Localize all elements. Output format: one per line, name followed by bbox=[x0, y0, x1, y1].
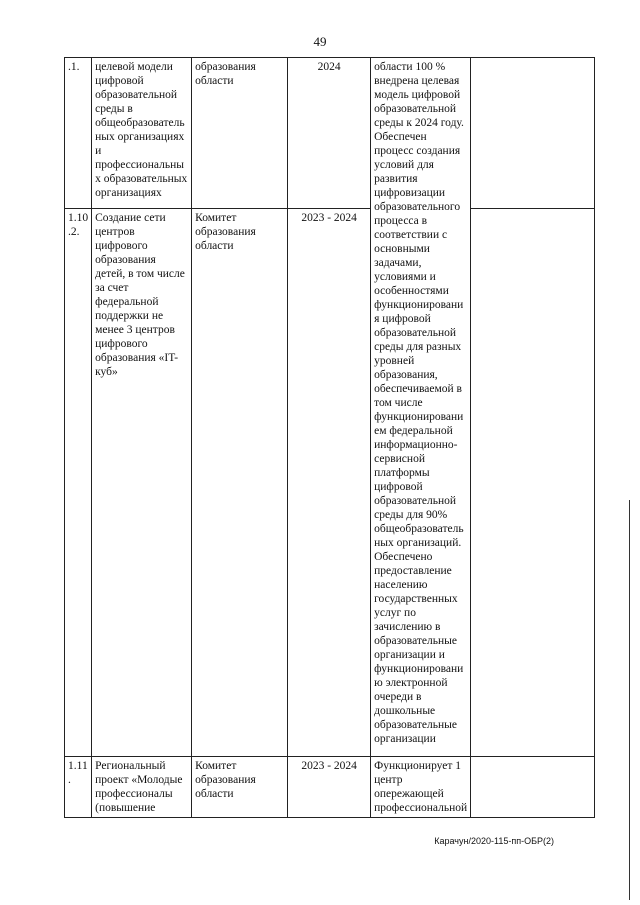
text-line: .2. bbox=[68, 226, 80, 238]
text-line: профессионалы bbox=[95, 788, 173, 800]
text-line: сервисной bbox=[374, 453, 425, 465]
text-line: цифрового bbox=[95, 240, 148, 252]
text-line: образования bbox=[195, 61, 256, 73]
text-line: ных организациях bbox=[95, 131, 185, 143]
expected-result bbox=[371, 757, 471, 818]
text-line: куб» bbox=[95, 366, 118, 378]
row-number bbox=[65, 757, 92, 818]
table-row bbox=[65, 209, 595, 757]
text-line: Функционирует 1 bbox=[374, 760, 462, 772]
text-line: образования bbox=[195, 226, 256, 238]
text-line: особенностями bbox=[374, 285, 449, 297]
text-line: я цифровой bbox=[374, 313, 431, 325]
measure-name bbox=[92, 209, 192, 757]
row-number: .1. bbox=[65, 58, 92, 209]
text-line: среды для 90% bbox=[374, 509, 448, 521]
text-line: информационно- bbox=[374, 439, 458, 451]
text-line: Обеспечено bbox=[374, 551, 433, 563]
text-line: организации bbox=[374, 733, 436, 745]
text-line: профессиональной bbox=[374, 802, 468, 814]
text-line: цифровизации bbox=[374, 187, 446, 199]
scan-edge-line bbox=[629, 500, 630, 900]
text-line: образовательного bbox=[374, 201, 461, 213]
text-line: государственных bbox=[374, 593, 458, 605]
text-line: функционировани bbox=[374, 299, 464, 311]
text-line: ю электронной bbox=[374, 677, 448, 689]
text-line: области 100 % bbox=[374, 61, 446, 73]
executor bbox=[192, 58, 288, 209]
text-line: внедрена целевая bbox=[374, 75, 460, 87]
document-code: Карачун/2020-115-пп-ОБР(2) bbox=[434, 836, 554, 846]
text-line: платформы bbox=[374, 467, 430, 479]
text-line: менее 3 центров bbox=[95, 324, 175, 336]
measure-name bbox=[92, 757, 192, 818]
text-line: населению bbox=[374, 579, 428, 591]
extra-cell bbox=[471, 209, 595, 757]
text-line: образования bbox=[95, 254, 156, 266]
extra-cell bbox=[471, 58, 595, 209]
text-line: центров bbox=[95, 226, 135, 238]
text-line: 1.11 bbox=[68, 760, 88, 772]
text-line: образовательной bbox=[374, 103, 457, 115]
text-line: . bbox=[68, 774, 71, 786]
text-line: области bbox=[195, 240, 234, 252]
executor bbox=[192, 209, 288, 757]
expected-result bbox=[371, 58, 471, 757]
text-line: 1.10 bbox=[68, 212, 89, 224]
text-line: организациях bbox=[95, 187, 162, 199]
text-line: основными bbox=[374, 243, 430, 255]
text-line: образовательные bbox=[374, 719, 457, 731]
text-line: предоставление bbox=[374, 565, 452, 577]
term: 2024 bbox=[288, 58, 371, 209]
text-line: дошкольные bbox=[374, 705, 436, 717]
text-line: общеобразователь bbox=[95, 117, 185, 129]
text-line: общеобразователь bbox=[374, 523, 464, 535]
text-line: функционировани bbox=[374, 411, 464, 423]
term: 2023 - 2024 bbox=[288, 209, 371, 757]
text-line: среды в bbox=[95, 103, 133, 115]
text-line: Комитет bbox=[195, 212, 237, 224]
executor bbox=[192, 757, 288, 818]
table-row bbox=[65, 757, 595, 818]
text-line: задачами, bbox=[374, 257, 422, 269]
text-line: зачислению в bbox=[374, 621, 441, 633]
text-line: профессиональны bbox=[95, 159, 184, 171]
text-line: х образовательных bbox=[95, 173, 188, 185]
text-line: цифровой bbox=[95, 75, 144, 87]
text-line: федеральной bbox=[95, 296, 159, 308]
text-line: модель цифровой bbox=[374, 89, 461, 101]
text-line: том числе bbox=[374, 397, 423, 409]
row-number bbox=[65, 209, 92, 757]
text-line: соответствии с bbox=[374, 229, 448, 241]
text-line: уровней bbox=[374, 355, 415, 367]
text-line: развития bbox=[374, 173, 418, 185]
text-line: среды к 2024 году. bbox=[374, 117, 464, 129]
text-line: процесса в bbox=[374, 215, 428, 227]
text-line: условиями и bbox=[374, 271, 436, 283]
text-line: очереди в bbox=[374, 691, 422, 703]
text-line: детей, в том числе bbox=[95, 268, 185, 280]
text-line: образования «IT- bbox=[95, 352, 179, 364]
text-line: обеспечиваемой в bbox=[374, 383, 462, 395]
text-line: области bbox=[195, 75, 234, 87]
text-line: образования bbox=[195, 774, 256, 786]
text-line: центр bbox=[374, 774, 403, 786]
text-line: цифрового bbox=[95, 338, 148, 350]
text-line: цифровой bbox=[374, 481, 423, 493]
page-number: 49 bbox=[313, 34, 327, 49]
text-line: Комитет bbox=[195, 760, 237, 772]
text-line: и bbox=[95, 145, 102, 157]
text-line: процесс создания bbox=[374, 145, 461, 157]
text-line: образовательной bbox=[95, 89, 178, 101]
text-line: целевой модели bbox=[95, 61, 173, 73]
text-line: области bbox=[195, 788, 234, 800]
table-row bbox=[65, 58, 595, 209]
text-line: Создание сети bbox=[95, 212, 166, 224]
text-line: среды для разных bbox=[374, 341, 462, 353]
measure-name bbox=[92, 58, 192, 209]
text-line: функционировани bbox=[374, 663, 464, 675]
text-line: опережающей bbox=[374, 788, 444, 800]
text-line: Региональный bbox=[95, 760, 166, 772]
text-line: образовательной bbox=[374, 327, 457, 339]
text-line: (повышение bbox=[95, 802, 156, 814]
text-line: Обеспечен bbox=[374, 131, 427, 143]
text-line: ем федеральной bbox=[374, 425, 453, 437]
text-line: организации и bbox=[374, 649, 445, 661]
text-line: образования, bbox=[374, 369, 438, 381]
extra-cell bbox=[471, 757, 595, 818]
expected-result-text bbox=[374, 60, 474, 746]
text-line: за счет bbox=[95, 282, 129, 294]
text-line: образовательные bbox=[374, 635, 457, 647]
text-line: услуг по bbox=[374, 607, 416, 619]
plan-table bbox=[64, 57, 595, 818]
text-line: проект «Молодые bbox=[95, 774, 183, 786]
term: 2023 - 2024 bbox=[288, 757, 371, 818]
text-line: ных организаций. bbox=[374, 537, 462, 549]
text-line: условий для bbox=[374, 159, 434, 171]
text-line: поддержки не bbox=[95, 310, 164, 322]
text-line: образовательной bbox=[374, 495, 457, 507]
